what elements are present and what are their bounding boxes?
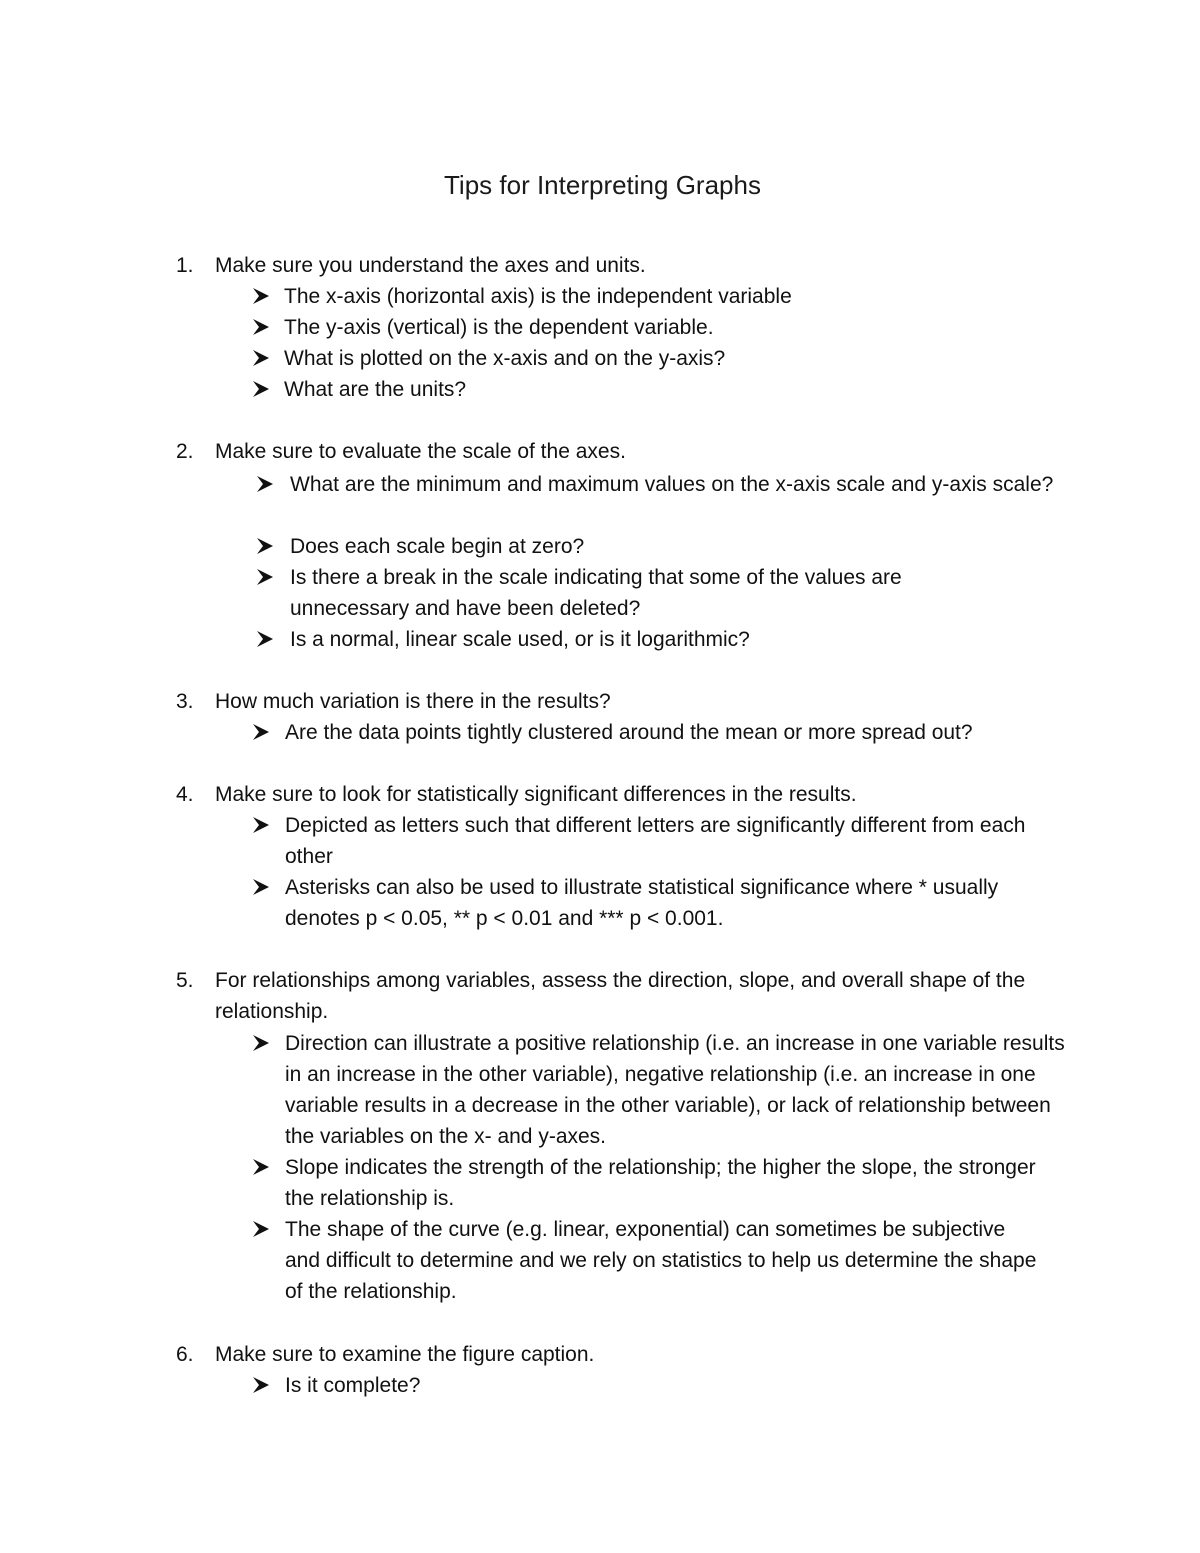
section-number: 1. <box>176 254 194 277</box>
page-title: Tips for Interpreting Graphs <box>444 170 761 200</box>
arrow-bullet-icon <box>254 535 276 557</box>
bullet-text: The shape of the curve (e.g. linear, exponential) can sometimes be subjective and difficult to determine and we rely on statistics to help us determine the shape of the relationship. <box>285 1218 1037 1303</box>
bullet-text: Slope indicates the strength of the relationship; the higher the slope, the stronger the relationship is. <box>285 1156 1036 1210</box>
section-number: 4. <box>176 783 194 806</box>
bullet-text: Are the data points tightly clustered around the mean or more spread out? <box>285 721 973 744</box>
arrow-bullet-icon <box>250 316 272 338</box>
arrow-bullet-icon <box>250 1156 272 1178</box>
bullet-text: Does each scale begin at zero? <box>290 535 585 558</box>
section-heading: How much variation is there in the results? <box>215 690 611 713</box>
bullet-text: Is a normal, linear scale used, or is it logarithmic? <box>290 628 750 651</box>
bullet-text: The y-axis (vertical) is the dependent variable. <box>284 316 714 339</box>
section-number: 3. <box>176 690 194 713</box>
bullet-text: What are the units? <box>284 378 467 401</box>
arrow-bullet-icon <box>250 876 272 898</box>
section-number: 5. <box>176 969 194 992</box>
arrow-bullet-icon <box>250 1218 272 1240</box>
section-heading: Make sure to examine the figure caption. <box>215 1343 595 1366</box>
section-number: 2. <box>176 440 194 463</box>
section-heading: Make sure to look for statistically significant differences in the results. <box>215 783 857 806</box>
arrow-bullet-icon <box>254 566 276 588</box>
arrow-bullet-icon <box>254 473 276 495</box>
section-heading: For relationships among variables, assess the direction, slope, and overall shape of the relationship. <box>215 969 1026 1023</box>
bullet-text: Asterisks can also be used to illustrate statistical significance where * usually denotes p < 0.05, ** p < 0.01 and *** p < 0.001. <box>285 876 999 930</box>
section-heading: Make sure you understand the axes and units. <box>215 254 646 277</box>
arrow-bullet-icon <box>254 628 276 650</box>
arrow-bullet-icon <box>250 378 272 400</box>
arrow-bullet-icon <box>250 285 272 307</box>
arrow-bullet-icon <box>250 1032 272 1054</box>
section-number: 6. <box>176 1343 194 1366</box>
arrow-bullet-icon <box>250 721 272 743</box>
bullet-text: Direction can illustrate a positive relationship (i.e. an increase in one variable results in an increase in the other variable), negative relationship (i.e. an increase in one variable results in a decrease in the other variable), or lack of relationship between the variables on the x- and y-axes. <box>285 1032 1065 1148</box>
bullet-text: Is it complete? <box>285 1374 421 1397</box>
bullet-text: Is there a break in the scale indicating that some of the values are unnecessary and have been deleted? <box>290 566 902 620</box>
bullet-text: The x-axis (horizontal axis) is the independent variable <box>284 285 792 308</box>
bullet-text: What is plotted on the x-axis and on the y-axis? <box>284 347 726 370</box>
bullet-text: What are the minimum and maximum values on the x-axis scale and y-axis scale? <box>290 473 1054 496</box>
arrow-bullet-icon <box>250 814 272 836</box>
section-heading: Make sure to evaluate the scale of the axes. <box>215 440 626 463</box>
arrow-bullet-icon <box>250 347 272 369</box>
bullet-text: Depicted as letters such that different letters are significantly different from each other <box>285 814 1026 868</box>
arrow-bullet-icon <box>250 1374 272 1396</box>
